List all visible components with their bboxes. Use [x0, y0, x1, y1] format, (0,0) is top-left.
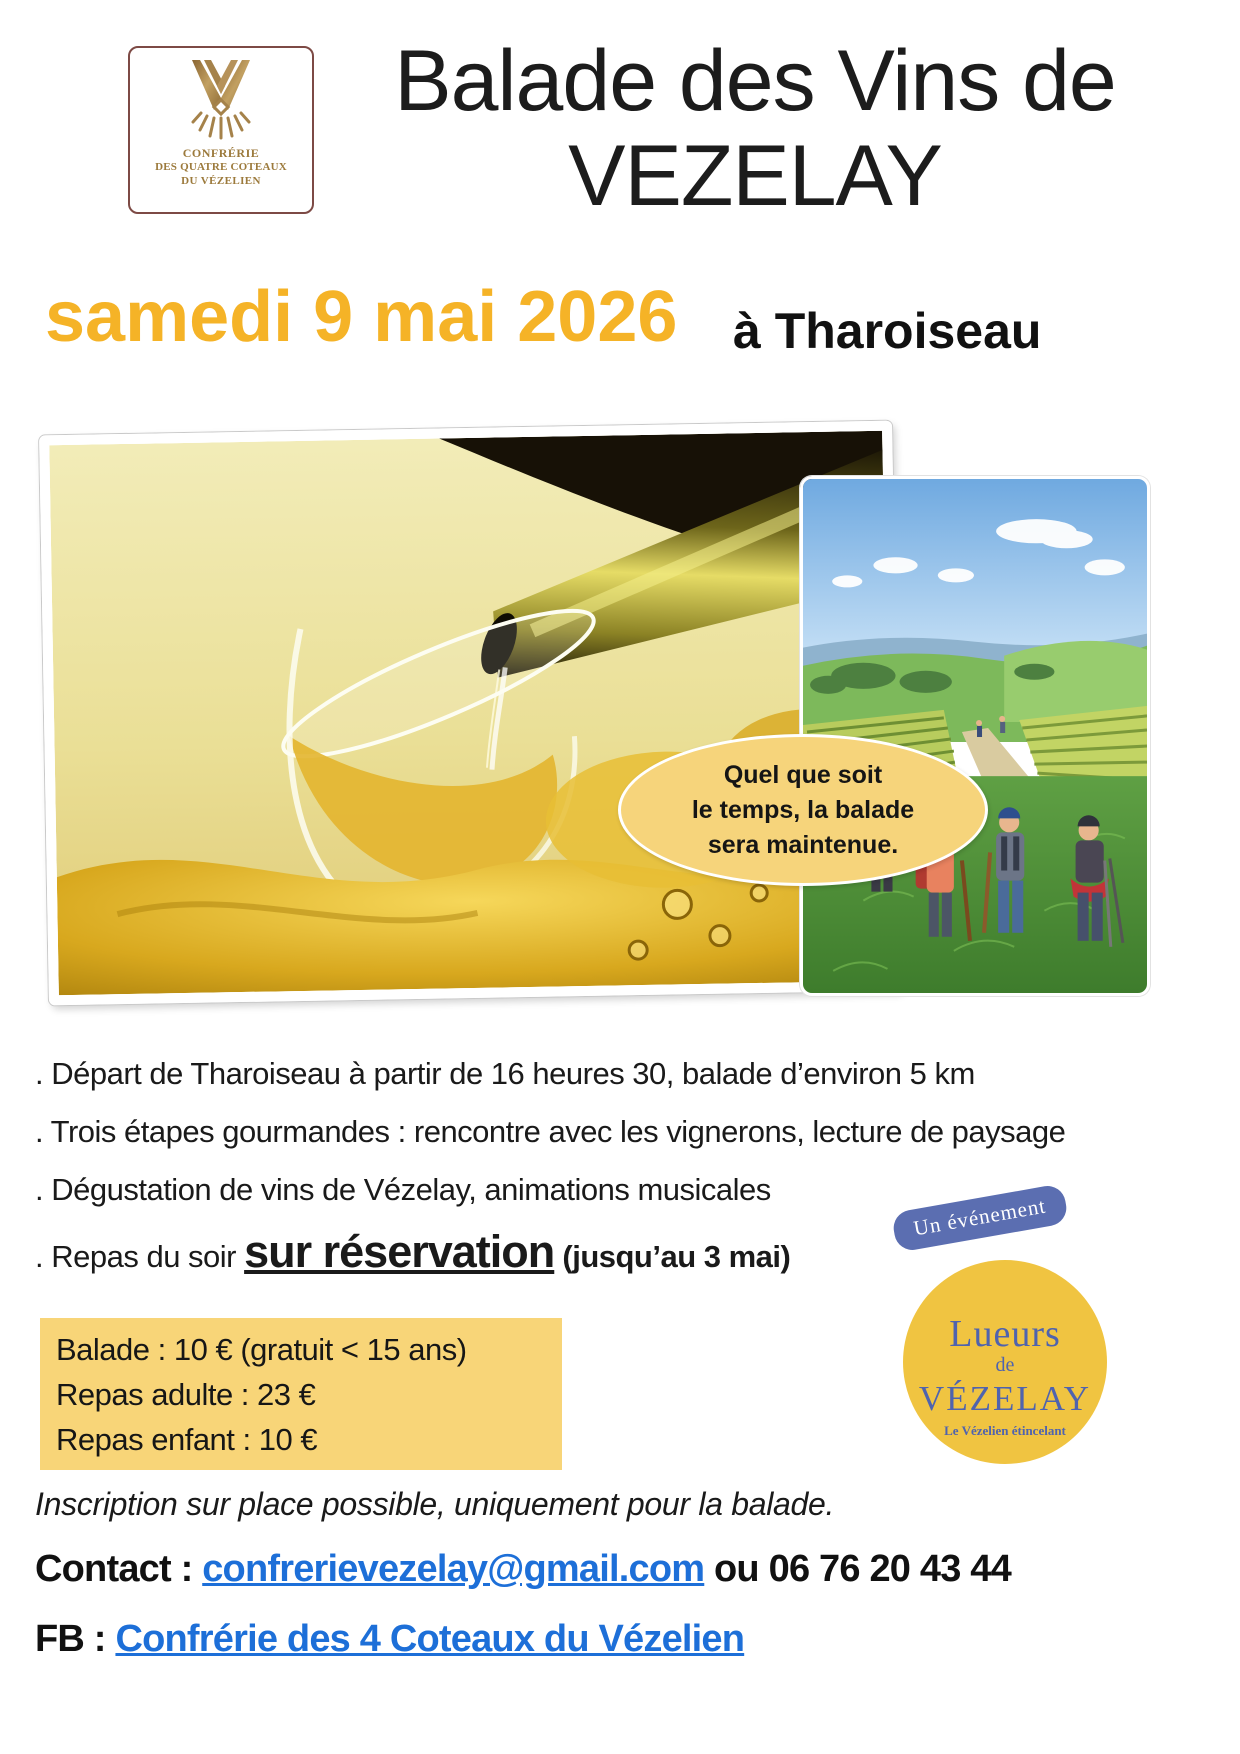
meal-suffix: (jusqu’au 3 mai): [554, 1239, 791, 1274]
confrerie-logo: [128, 46, 314, 214]
badge-vezelay: VÉZELAY: [918, 1378, 1092, 1418]
bubble-line-3: sera maintenue.: [707, 830, 899, 859]
bullet-depart: . Départ de Tharoiseau à partir de 16 heures 30, balade d’environ 5 km: [35, 1056, 975, 1091]
badge-lueurs: Lueurs: [949, 1312, 1061, 1355]
badge-tagline: Le Vézelien étincelant: [944, 1422, 1066, 1438]
contact-label: Contact :: [35, 1548, 203, 1590]
fb-page-link[interactable]: Confrérie des 4 Coteaux du Vézelien: [115, 1618, 745, 1660]
event-location: à Tharoiseau: [733, 303, 1042, 359]
price-repas-enfant: Repas enfant : 10 €: [56, 1422, 318, 1457]
bullet-repas: [35, 1226, 790, 1278]
logo-line-3: DU VÉZELIEN: [181, 174, 261, 187]
gold-v-necklace-icon: [184, 58, 258, 142]
bullet-degustation: . Dégustation de vins de Vézelay, animations musicales: [35, 1172, 771, 1207]
event-date: samedi 9 mai 2026: [45, 277, 678, 357]
title-line-2: VEZELAY: [568, 127, 942, 224]
hikers-vineyard-illustration: [803, 479, 1147, 993]
onsite-registration-note: Inscription sur place possible, uniquement pour la balade.: [35, 1486, 835, 1522]
meal-emphasis: sur réservation: [244, 1226, 555, 1277]
contact-line: [35, 1548, 1011, 1591]
contact-email-link[interactable]: confrerievezelay@gmail.com: [202, 1548, 705, 1590]
wine-pouring-photo: [39, 421, 902, 1006]
facebook-line: [35, 1618, 744, 1661]
bullet-etapes: . Trois étapes gourmandes : rencontre avec les vignerons, lecture de paysage: [35, 1114, 1066, 1149]
price-balade: Balade : 10 € (gratuit < 15 ans): [56, 1332, 467, 1367]
logo-line-1: CONFRÉRIE: [182, 146, 260, 160]
bubble-line-2: le temps, la balade: [691, 795, 915, 824]
fb-label: FB :: [35, 1618, 116, 1660]
weather-note-bubble: [618, 734, 988, 886]
contact-phone: ou 06 76 20 43 44: [704, 1548, 1011, 1590]
price-repas-adulte: Repas adulte : 23 €: [56, 1377, 316, 1412]
bubble-line-1: Quel que soit: [723, 760, 883, 789]
logo-line-2: DES QUATRE COTEAUX: [155, 161, 287, 173]
wine-pouring-illustration: [49, 431, 891, 995]
lueurs-vezelay-badge: [903, 1260, 1107, 1464]
price-box: [40, 1318, 562, 1470]
meal-prefix: . Repas du soir: [35, 1239, 245, 1274]
badge-de: de: [995, 1353, 1015, 1376]
confrerie-logo-text: [155, 146, 287, 189]
event-banner: Un événement: [891, 1183, 1069, 1253]
page-title: [300, 34, 1210, 223]
title-line-1: Balade des Vins de: [394, 33, 1116, 129]
